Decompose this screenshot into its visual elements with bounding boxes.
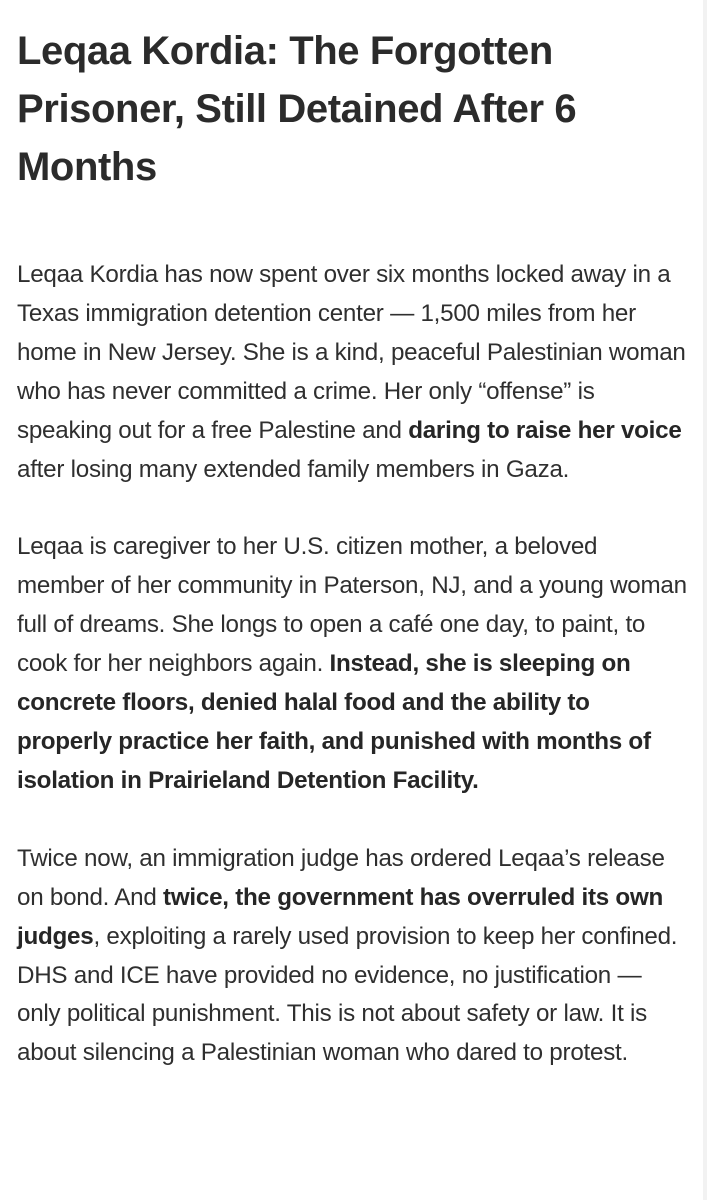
paragraph-2-bold: Instead, she is sleeping on concrete floors, denied halal food and the ability to properly practice her faith, and punished with months of isolation in Prairieland Detention Facility. bbox=[17, 650, 651, 794]
paragraph-3-bold: twice, the government has overruled its own judges bbox=[17, 883, 664, 950]
paragraph-3 bbox=[17, 840, 689, 1073]
paragraph-1 bbox=[17, 256, 689, 489]
paragraph-1-text-c: after losing many extended family members in Gaza. bbox=[17, 455, 570, 483]
article bbox=[17, 22, 689, 1073]
article-title: Leqaa Kordia: The Forgotten Prisoner, Still Detained After 6 Months bbox=[17, 29, 577, 189]
paragraph-3-text-c: , exploiting a rarely used provision to keep her confined. DHS and ICE have provided no evidence, no justification — only political punishment. This is not about safety or law. It is about silencing a Palestinian woman who dared to protest. bbox=[17, 922, 678, 1067]
paragraph-1-text-a: Leqaa Kordia has now spent over six months locked away in a Texas immigration detention center — 1,500 miles from her home in New Jersey. She is a kind, peaceful Palestinian woman who has never committed a crime. Her only “offense” is speaking out for a free Palestine and bbox=[17, 261, 686, 444]
paragraph-1-bold: daring to raise her voice bbox=[408, 416, 682, 444]
paragraph-2-text-a: Leqaa is caregiver to her U.S. citizen mother, a beloved member of her community in Paterson, NJ, and a young woman full of dreams. She longs to open a café one day, to paint, to cook for her neighbors again. bbox=[17, 533, 687, 678]
scrollbar-track[interactable] bbox=[703, 0, 707, 1200]
paragraph-2 bbox=[17, 528, 689, 800]
paragraph-3-text-a: Twice now, an immigration judge has ordered Leqaa’s release on bond. And bbox=[17, 844, 665, 911]
